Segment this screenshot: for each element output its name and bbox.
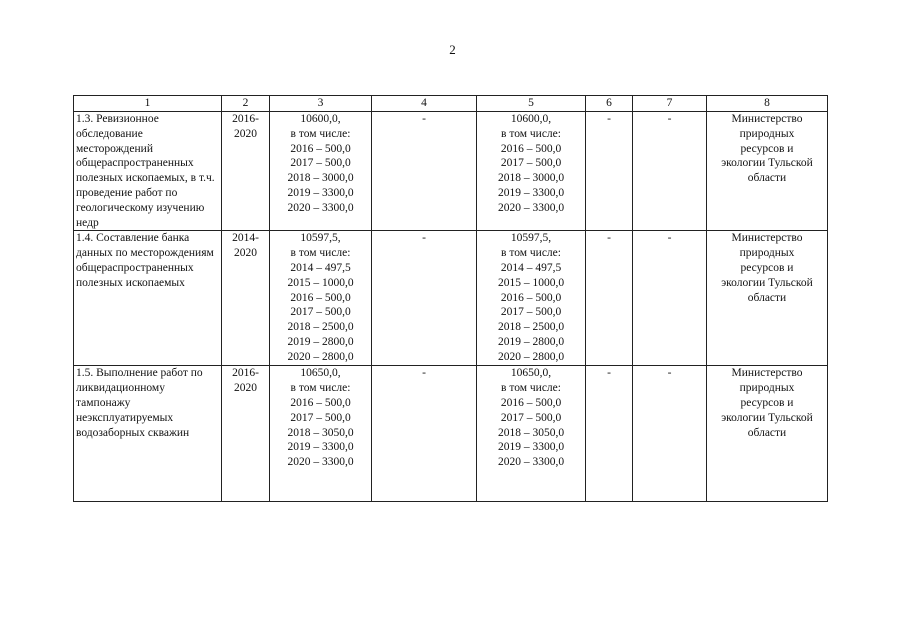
funding-line: 2019 – 2800,0 <box>497 335 565 348</box>
header-cell-4: 4 <box>372 96 477 112</box>
activity-name-cell <box>74 112 222 231</box>
funding-line: 2016 – 500,0 <box>500 142 562 155</box>
funding-line: 10597,5, <box>300 232 341 245</box>
header-cell-3: 3 <box>270 96 372 112</box>
executor-line: экологии Тульской <box>721 157 813 170</box>
period-start: 2014- <box>232 232 259 245</box>
funding-line: 2017 – 500,0 <box>290 306 351 319</box>
funding-line: 2018 – 3000,0 <box>497 172 565 185</box>
period-start: 2016- <box>232 367 259 380</box>
executor-line: природных <box>739 247 795 260</box>
col7-cell: - <box>633 366 707 502</box>
funding-line: 2014 – 497,5 <box>500 261 562 274</box>
funding-line: 2017 – 500,0 <box>500 411 562 424</box>
activity-name: 1.3. Ревизионное обследование месторождений общераспространенных полезных ископаемых, в т.ч. проведение работ по геологическому изучению недр <box>76 113 215 229</box>
funding-line: 2017 – 500,0 <box>290 157 351 170</box>
funding-line: в том числе: <box>290 127 351 140</box>
funding-line: в том числе: <box>501 247 561 260</box>
executor-cell <box>707 366 828 502</box>
funding-line: 2014 – 497,5 <box>290 261 351 274</box>
funding-line: 2018 – 2500,0 <box>287 321 354 334</box>
funding-line: 10650,0, <box>510 367 552 380</box>
page-number: 2 <box>449 42 456 57</box>
col4-cell: - <box>372 366 477 502</box>
funding-source-cell <box>477 112 586 231</box>
funding-line: 2019 – 3300,0 <box>497 186 565 199</box>
table-row <box>74 112 828 231</box>
executor-cell <box>707 112 828 231</box>
activity-name-cell <box>74 231 222 366</box>
funding-line: 2016 – 500,0 <box>290 291 351 304</box>
executor-line: ресурсов и <box>740 396 794 409</box>
funding-total-cell <box>270 366 372 502</box>
header-cell-8: 8 <box>707 96 828 112</box>
activity-name-cell <box>74 366 222 502</box>
header-cell-6: 6 <box>586 96 633 112</box>
header-cell-1: 1 <box>74 96 222 112</box>
funding-line: в том числе: <box>290 382 351 395</box>
col7-cell: - <box>633 231 707 366</box>
funding-line: 2016 – 500,0 <box>290 142 351 155</box>
executor-line: области <box>747 426 787 439</box>
funding-line: 2016 – 500,0 <box>290 396 351 409</box>
executor-line: Министерство <box>731 367 803 380</box>
executor-line: области <box>747 291 787 304</box>
funding-line: 10600,0, <box>510 113 552 125</box>
funding-line: 2019 – 3300,0 <box>497 441 565 454</box>
executor-line: экологии Тульской <box>721 276 813 289</box>
funding-line: 2020 – 3300,0 <box>287 201 354 214</box>
activity-name: 1.4. Составление банка данных по месторождениям общераспространенных полезных ископаемых <box>76 232 214 289</box>
program-table <box>73 95 828 502</box>
col6-cell: - <box>586 366 633 502</box>
funding-source-cell <box>477 366 586 502</box>
funding-line: 2020 – 2800,0 <box>497 350 565 363</box>
funding-line: в том числе: <box>501 127 561 140</box>
funding-total-cell <box>270 231 372 366</box>
funding-line: 2016 – 500,0 <box>500 396 562 409</box>
funding-line: 2018 – 3050,0 <box>287 426 354 439</box>
funding-line: 2018 – 3050,0 <box>497 426 565 439</box>
funding-total-cell <box>270 112 372 231</box>
funding-line: 2017 – 500,0 <box>500 157 562 170</box>
funding-line: 2017 – 500,0 <box>500 306 562 319</box>
header-cell-5: 5 <box>477 96 586 112</box>
header-cell-2: 2 <box>222 96 270 112</box>
funding-line: 2018 – 2500,0 <box>497 321 565 334</box>
period-cell <box>222 366 270 502</box>
executor-line: ресурсов и <box>740 142 794 155</box>
funding-line: 2016 – 500,0 <box>500 291 562 304</box>
funding-line: в том числе: <box>501 382 561 395</box>
col6-cell: - <box>586 112 633 231</box>
funding-line: 10650,0, <box>300 367 341 380</box>
executor-line: области <box>747 172 787 185</box>
funding-line: 2018 – 3000,0 <box>287 172 354 185</box>
executor-line: ресурсов и <box>740 261 794 274</box>
table-header-row <box>74 96 828 112</box>
header-cell-7: 7 <box>633 96 707 112</box>
executor-line: Министерство <box>731 232 803 245</box>
funding-line: 2015 – 1000,0 <box>287 276 354 289</box>
col4-cell: - <box>372 231 477 366</box>
funding-line: 2017 – 500,0 <box>290 411 351 424</box>
period-start: 2016- <box>232 113 259 125</box>
executor-line: природных <box>739 382 795 395</box>
funding-line: 2019 – 3300,0 <box>287 441 354 454</box>
funding-line: 2019 – 3300,0 <box>287 186 354 199</box>
period-end: 2020 <box>234 247 257 260</box>
period-end: 2020 <box>234 127 257 140</box>
funding-source-cell <box>477 231 586 366</box>
table-row <box>74 231 828 366</box>
executor-line: экологии Тульской <box>721 411 813 424</box>
funding-line: в том числе: <box>290 247 351 260</box>
table-row <box>74 366 828 502</box>
funding-line: 2020 – 2800,0 <box>287 350 354 363</box>
funding-line: 2020 – 3300,0 <box>497 201 565 214</box>
funding-line: 10597,5, <box>510 232 552 245</box>
col4-cell: - <box>372 112 477 231</box>
executor-cell <box>707 231 828 366</box>
funding-line: 2020 – 3300,0 <box>497 456 565 469</box>
funding-line: 2019 – 2800,0 <box>287 335 354 348</box>
executor-line: природных <box>739 127 795 140</box>
col7-cell: - <box>633 112 707 231</box>
funding-line: 2020 – 3300,0 <box>287 456 354 469</box>
period-cell <box>222 112 270 231</box>
executor-line: Министерство <box>731 113 803 125</box>
period-end: 2020 <box>234 382 257 395</box>
period-cell <box>222 231 270 366</box>
col6-cell: - <box>586 231 633 366</box>
funding-line: 10600,0, <box>300 113 341 125</box>
funding-line: 2015 – 1000,0 <box>497 276 565 289</box>
activity-name: 1.5. Выполнение работ по ликвидационному тампонажу неэксплуатируемых водозаборных скважин <box>76 367 203 439</box>
